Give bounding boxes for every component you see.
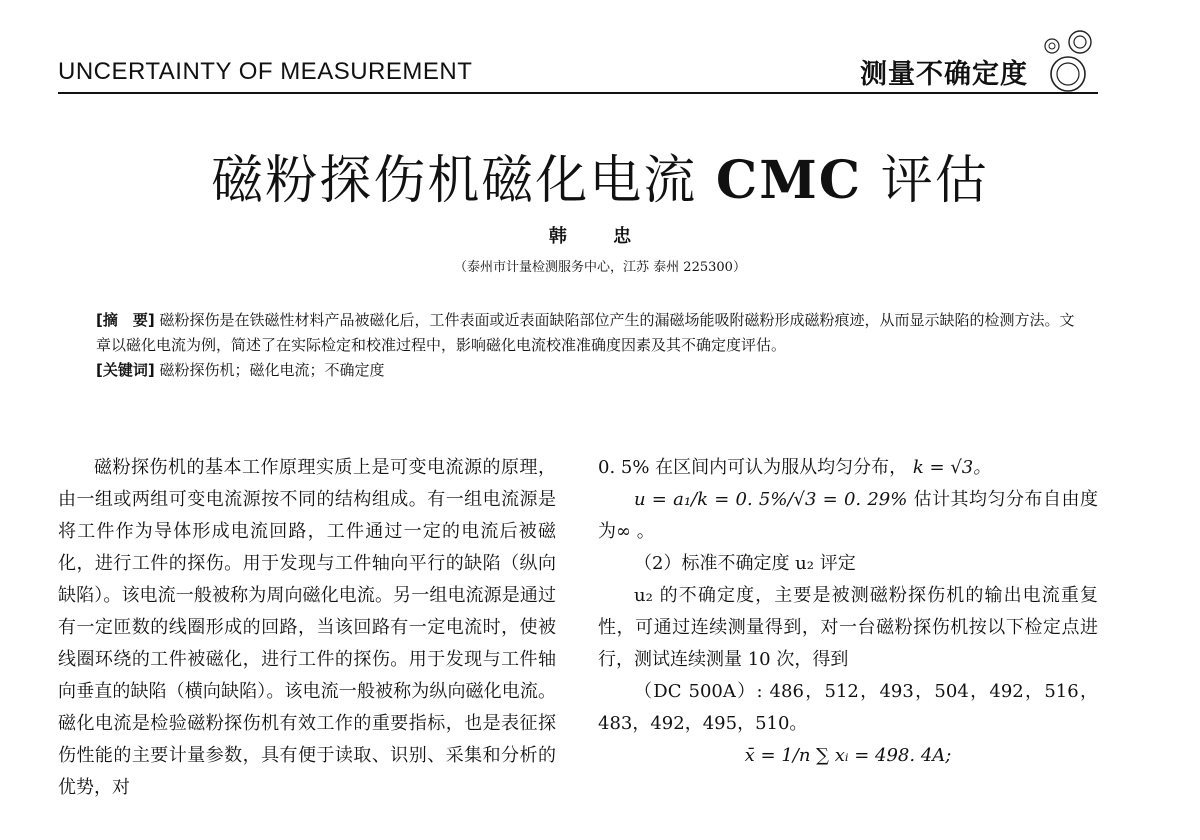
journal-circles-logo	[1038, 28, 1102, 98]
author-name: 韩 忠	[548, 226, 652, 247]
abstract-text: 磁粉探伤是在铁磁性材料产品被磁化后，工件表面或近表面缺陷部位产生的漏磁场能吸附磁粉形成磁粉痕迹，从而显示缺陷的检测方法。文章以磁化电流为例，简述了在实际检定和校准过程中，影响磁化电流校准准确度因素及其不确定度评估。	[96, 311, 1075, 354]
body-paragraph: 磁粉探伤机的基本工作原理实质上是可变电流源的原理，由一组或两组可变电流源按不同的结构组成。有一组电流源是将工件作为导体形成电流回路，工件通过一定的电流后被磁化，进行工件的探伤。用于发现与工件轴向平行的缺陷（纵向缺陷）。该电流一般被称为周向磁化电流。另一组电流源是通过有一定匝数的线圈形成的回路，当该回路有一定电流时，使被线圈环绕的工件被磁化，进行工件的探伤。用于发现与工件轴向垂直的缺陷（横向缺陷）。该电流一般被称为纵向磁化电流。磁化电流是检验磁粉探伤机有效工作的重要指标，也是表征探伤性能的主要计量参数，具有便于读取、识别、采集和分析的优势，对	[58, 457, 556, 798]
keywords-text: 磁粉探伤机；磁化电流；不确定度	[159, 361, 385, 379]
keywords-line	[96, 358, 1076, 383]
abstract-block	[96, 308, 1076, 383]
keywords-label: [关键词]	[96, 361, 155, 379]
section-heading-u2: （2）标准不确定度 u₂ 评定	[634, 553, 856, 574]
distribution-line	[598, 452, 1098, 484]
mean-formula: x̄ = 1/n ∑ xᵢ = 498. 4A;	[744, 745, 952, 766]
body-right-column	[598, 452, 1098, 772]
title-latin: CMC	[715, 150, 863, 211]
title-cjk: 磁粉探伤机磁化电流	[211, 151, 698, 211]
distribution-text: 0. 5% 在区间内可认为服从均匀分布，	[598, 457, 908, 478]
u1-text: 估计其均匀分布自由度为∞ 。	[598, 489, 1098, 542]
body-left-column	[58, 452, 556, 804]
abstract-label: [摘 要]	[96, 311, 155, 329]
paper-title	[0, 138, 1200, 213]
k-formula: k = √3。	[912, 457, 992, 478]
measurement-data: （DC 500A）: 486，512，493，504，492，516，483，492，495，510。	[598, 681, 1098, 734]
header-chinese: 测量不确定度	[860, 59, 1028, 90]
running-header	[58, 52, 1098, 94]
title-cjk-end: 评估	[880, 151, 989, 211]
u2-paragraph: u₂ 的不确定度，主要是被测磁粉探伤机的输出电流重复性，可通过连续测量得到，对一台磁粉探伤机按以下检定点进行，测试连续测量 10 次，得到	[598, 585, 1098, 670]
header-english: UNCERTAINTY OF MEASUREMENT	[58, 58, 473, 85]
abstract-paragraph	[96, 308, 1076, 358]
author-affiliation: （泰州市计量检测服务中心，江苏 泰州 225300）	[454, 260, 746, 275]
u1-formula: u = a₁/k = 0. 5%/√3 = 0. 29%	[634, 489, 908, 510]
u1-paragraph	[598, 484, 1098, 548]
